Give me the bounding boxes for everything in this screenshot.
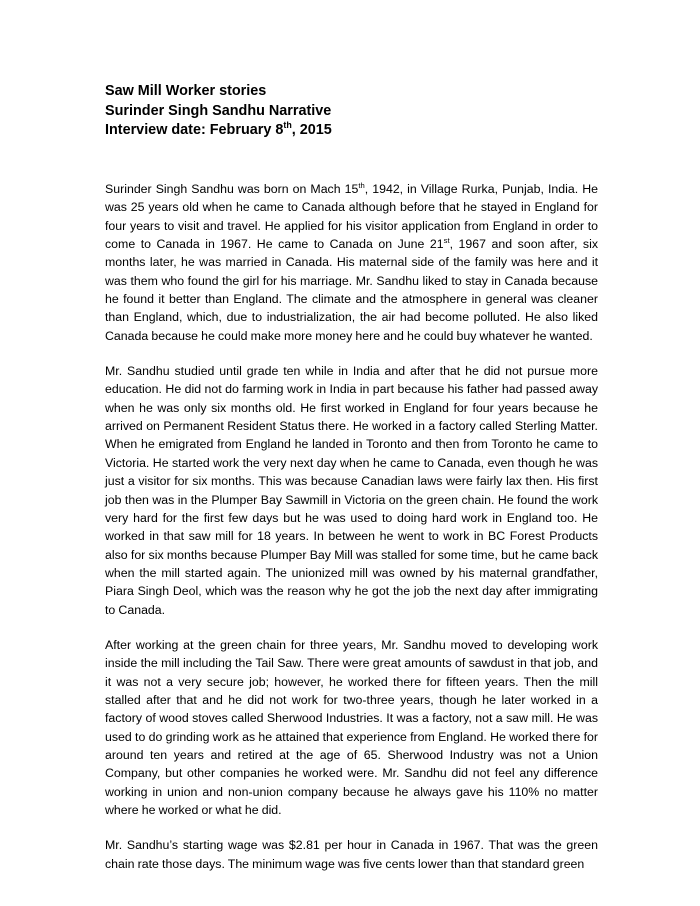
paragraph-1-ordinal-a: th — [358, 180, 365, 190]
paragraph-1-part-a: Surinder Singh Sandhu was born on Mach 15 — [105, 182, 359, 196]
document-body — [105, 180, 598, 890]
narrative-title: Surinder Singh Sandhu Narrative — [105, 102, 332, 119]
interview-date — [105, 121, 605, 141]
interview-date-suffix: , 2015 — [291, 122, 332, 138]
paragraph-wages: Mr. Sandhu’s starting wage was $2.81 per hour in Canada in 1967. That was the green chain rate those days. The minimum wage was five cents lower than that standard green — [105, 838, 598, 871]
paragraph-1-part-b: , 1942, in Village Rurka, Punjab, India. He was 25 years old when he came to Canada although before that he stayed in England for four years to visit and travel. He applied for his visitor application from England in order to come to Canada in 1967. He came to Canada on June 21 — [105, 182, 598, 252]
document-header — [105, 82, 605, 141]
paragraph-1-ordinal-b: st — [443, 235, 450, 245]
document-title: Saw Mill Worker stories — [105, 83, 267, 99]
paragraph-1-part-c: , 1967 and soon after, six months later, he was married in Canada. His maternal side of the family was here and it was them who found the girl for his marriage. Mr. Sandhu liked to stay in Canada because he found it better than England. The climate and the atmosphere in general was cleaner than England, which, due to industrialization, the air had become polluted. He also liked Canada because he could make more money here and he could buy whatever he wanted. — [105, 237, 598, 343]
paragraph-education-and-work: Mr. Sandhu studied until grade ten while in India and after that he did not pursue more education. He did not do farming work in India in part because his father had passed away when he was only six months old. He first worked in England for four years because he arrived on Permanent Resident Status there. He worked in a factory called Sterling Matter. When he emigrated from England he landed in Toronto and then from Toronto he came to Victoria. He started work the very next day when he came to Canada, even though he was just a visitor for six months. This was because Canadian laws were fairly lax then. His first job then was in the Plumper Bay Sawmill in Victoria on the green chain. He found the work very hard for the first few days but he was used to doing hard work in England too. He worked in that saw mill for 18 years. In between he went to work in BC Forest Products also for six months because Plumper Bay Mill was stalled for some time, but he came back when the mill started again. The unionized mill was owned by his maternal grandfather, Piara Singh Deol, which was the reason why he got the job the next day after immigrating to Canada. — [105, 364, 598, 617]
paragraph-mill-career: After working at the green chain for three years, Mr. Sandhu moved to developing work inside the mill including the Tail Saw. There were great amounts of sawdust in that job, and it was not a very secure job; however, he worked there for fifteen years. Then the mill stalled after that and he did not work for two-three years, though he later worked in a factory of wood stoves called Sherwood Industries. It was a factory, not a saw mill. He was used to do grinding work as he attained that experience from England. He worked there for around ten years and retired at the age of 65. Sherwood Industry was not a Union Company, but other companies he worked were. Mr. Sandhu did not feel any difference working in union and non-union company because he always gave his 110% no matter where he worked or what he did. — [105, 637, 598, 817]
interview-date-ordinal: th — [283, 120, 292, 131]
interview-date-prefix: Interview date: February 8 — [105, 122, 284, 138]
paragraph-birth-and-immigration — [105, 180, 598, 345]
